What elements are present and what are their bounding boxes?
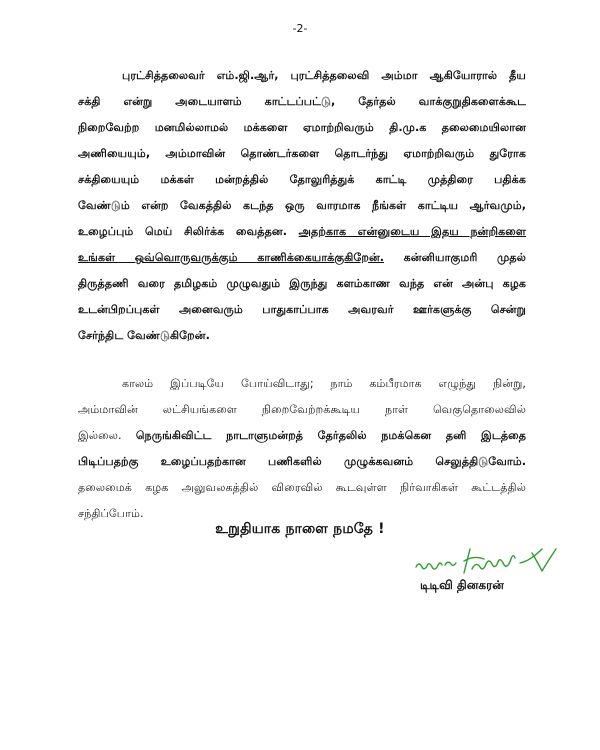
text-line: சக்தியையும் மக்கள் மன்றத்தில் தோலுரித்துக் காட்டி முத்திரை பதிக்க xyxy=(78,173,526,186)
text-segment: கன்னியாகுமரி முதல் xyxy=(403,251,526,264)
page-number: -2- xyxy=(292,22,308,35)
text-line: காலம் இப்படியே போய்விடாது; நாம் கம்பீரமாக எழுந்து நின்று, xyxy=(122,377,526,390)
text-segment: இல்லை. xyxy=(78,429,122,442)
text-line: திருத்தணி வரை தமிழகம் முழுவதும் இருந்து களம்காண வந்த என் அன்பு கழக xyxy=(78,277,526,290)
paragraph-thanks xyxy=(78,63,526,349)
bold-text: நெருங்கிவிட்ட நாடாளுமன்றத் தேர்தலில் நமக்கென தனி இடத்தை xyxy=(135,429,526,442)
text-line: அணியையும், அம்மாவின் தொண்டர்களை தொடர்ந்து ஏமாற்றிவரும் துரோக xyxy=(78,147,526,160)
text-line xyxy=(78,219,526,245)
signatory-name: டிடிவி தினகரன் xyxy=(420,578,504,592)
text-line: நிறைவேற்ற மனமில்லாமல் மக்களை ஏமாற்றிவரும் தி.மு.க தலைமையிலான xyxy=(78,121,526,134)
underlined-text: உங்கள் ஒவ்வொருவருக்கும் காணிக்கையாக்குகிறேன். xyxy=(78,251,385,264)
paragraph-future xyxy=(78,371,526,527)
text-line: வேண்டும் என்ற வேகத்தில் கடந்த ஒரு வாரமாக நீங்கள் காட்டிய ஆர்வமும், xyxy=(78,199,526,212)
text-line: சந்திப்போம். xyxy=(78,507,144,520)
text-line: உடன்பிறப்புகள் அனைவரும் பாதுகாப்பாக அவரவர் ஊர்களுக்கு சென்று xyxy=(78,303,526,316)
text-segment: உழைப்பும் மெய் சிலிர்க்க வைத்தன. xyxy=(78,225,287,238)
text-line: அம்மாவின் லட்சியங்களை நிறைவேற்றக்கூடிய நாள் வெகுதொலைவில் xyxy=(78,403,526,416)
text-line: சக்தி என்று அடையாளம் காட்டப்பட்டு, தேர்தல் வாக்குறுதிகளைக்கூட xyxy=(78,95,526,108)
underlined-text: அதற்காக என்னுடைய இதய நன்றிகளை xyxy=(298,225,526,238)
slogan: உறுதியாக நாளை நமதே ! xyxy=(215,521,385,537)
text-line xyxy=(78,423,526,449)
handwritten-signature xyxy=(412,543,562,583)
text-line: பிடிப்பதற்கு உழைப்பதற்கான பணிகளில் முழுக்கவனம் செலுத்திடுவோம். xyxy=(78,455,526,468)
text-line: சேர்ந்திட வேண்டுகிறேன். xyxy=(78,329,210,342)
text-line: தலைமைக் கழக அலுவலகத்தில் விரைவில் கூடவுள்ள நிர்வாகிகள் கூட்டத்தில் xyxy=(78,481,526,494)
text-line xyxy=(78,245,526,271)
text-line: புரட்சித்தலைவர் எம்.ஜி.ஆர், புரட்சித்தலைவி அம்மா ஆகியோரால் தீய xyxy=(122,69,526,82)
